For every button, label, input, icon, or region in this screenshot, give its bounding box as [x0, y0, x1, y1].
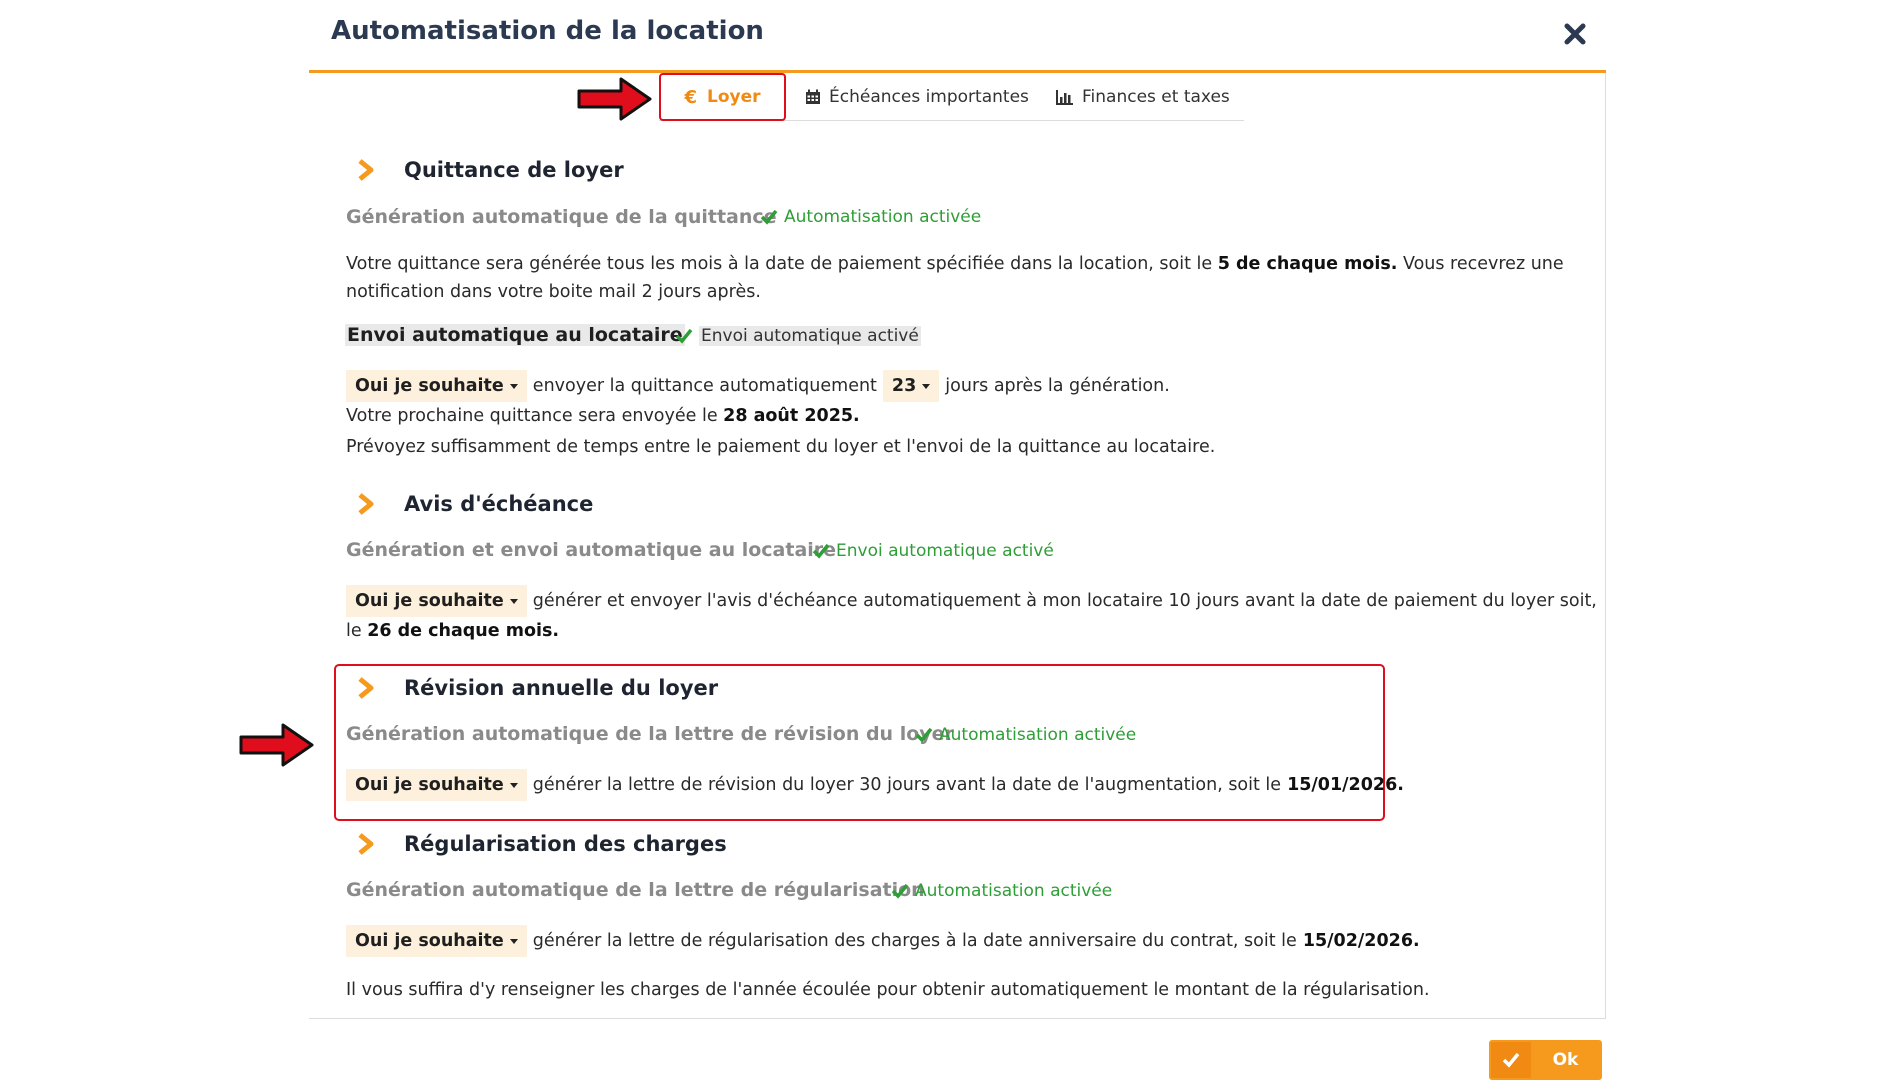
section-quittance-title[interactable] [356, 158, 624, 182]
tab-echeances-importantes[interactable] [805, 73, 1029, 120]
modal-title: Automatisation de la location [331, 16, 764, 46]
avis-status: Envoi automatique activé [812, 541, 1054, 561]
ok-button[interactable] [1489, 1040, 1602, 1080]
euro-icon: € [684, 86, 697, 108]
chevron-right-icon [356, 677, 376, 699]
bar-chart-icon [1056, 89, 1074, 105]
revision-status: Automatisation activée [915, 725, 1136, 745]
check-icon [812, 543, 830, 559]
caret-down-icon [510, 783, 518, 788]
tab-bar [659, 73, 1244, 121]
quittance-send-line: Oui je souhaite envoyer la quittance automatiquement 23 jours après la génération. [346, 370, 1176, 402]
check-icon [891, 883, 909, 899]
chevron-right-icon [356, 833, 376, 855]
section-regularisation-title[interactable] [356, 832, 727, 856]
tab-finances-label: Finances et taxes [1082, 86, 1230, 107]
quittance-status: Automatisation activée [760, 207, 981, 227]
check-icon [915, 727, 933, 743]
annotation-arrow-revision [239, 722, 315, 768]
check-icon [675, 328, 693, 344]
revision-subhead: Génération automatique de la lettre de révision du loyer [346, 723, 954, 745]
section-revision-label: Révision annuelle du loyer [404, 676, 719, 700]
caret-down-icon [510, 599, 518, 604]
close-icon [1555, 14, 1595, 54]
revision-date: 15/01/2026. [1287, 775, 1404, 795]
quittance-next-date: Votre prochaine quittance sera envoyée le 28 août 2025. [346, 406, 860, 426]
check-icon [760, 209, 778, 225]
annotation-arrow-tab [577, 76, 653, 122]
caret-down-icon [922, 384, 930, 389]
tab-echeances-label: Échéances importantes [829, 86, 1029, 107]
envoi-auto-status: Envoi automatique activé [675, 326, 921, 346]
section-regularisation-label: Régularisation des charges [404, 832, 727, 856]
section-avis-title[interactable] [356, 492, 593, 516]
quittance-send-dropdown[interactable]: Oui je souhaite [346, 370, 527, 402]
quittance-advice: Prévoyez suffisamment de temps entre le paiement du loyer et l'envoi de la quittance au locataire. [346, 437, 1216, 457]
regularisation-subhead: Génération automatique de la lettre de régularisation [346, 879, 925, 901]
content-border [1605, 73, 1606, 1018]
footer-divider [309, 1018, 1606, 1019]
caret-down-icon [510, 384, 518, 389]
quittance-subhead: Génération automatique de la quittance [346, 206, 777, 228]
ok-label: Ok [1552, 1050, 1579, 1070]
regularisation-note: Il vous suffira d'y renseigner les charges de l'année écoulée pour obtenir automatiquement le montant de la régularisation. [346, 980, 1430, 1000]
avis-dropdown[interactable]: Oui je souhaite [346, 585, 527, 617]
tab-loyer[interactable] [659, 73, 786, 121]
section-avis-label: Avis d'échéance [404, 492, 594, 516]
close-button[interactable] [1555, 14, 1595, 54]
regularisation-status: Automatisation activée [891, 881, 1112, 901]
avis-subhead: Génération et envoi automatique au locataire [346, 539, 837, 561]
revision-send-line: Oui je souhaite générer la lettre de révision du loyer 30 jours avant la date de l'augmentation, soit le 15/01/2026. [346, 769, 1404, 801]
chevron-right-icon [356, 493, 376, 515]
revision-dropdown[interactable]: Oui je souhaite [346, 769, 527, 801]
regularisation-dropdown[interactable]: Oui je souhaite [346, 925, 527, 957]
caret-down-icon [510, 939, 518, 944]
calendar-icon [805, 89, 821, 105]
regularisation-send-line: Oui je souhaite générer la lettre de régularisation des charges à la date anniversaire du contrat, soit le 15/02/2026. [346, 925, 1420, 957]
quittance-description: Votre quittance sera générée tous les mois à la date de paiement spécifiée dans la location, soit le 5 de chaque mois. Vous recevrez une notification dans votre boite mail 2 jours après. [346, 254, 1564, 302]
check-icon [1491, 1042, 1531, 1078]
section-revision-title[interactable] [356, 676, 718, 700]
avis-send-line: Oui je souhaite générer et envoyer l'avis d'échéance automatiquement à mon locataire 10 jours avant la date de paiement du loyer soit, [346, 585, 1603, 617]
avis-date-line: le 26 de chaque mois. [346, 621, 560, 641]
tab-finances-et-taxes[interactable] [1056, 73, 1230, 120]
days-dropdown[interactable]: 23 [883, 370, 939, 402]
section-quittance-label: Quittance de loyer [404, 158, 624, 182]
tab-loyer-label: Loyer [707, 87, 761, 107]
envoi-auto-label: Envoi automatique au locataire [347, 324, 683, 346]
regularisation-date: 15/02/2026. [1302, 931, 1420, 951]
chevron-right-icon [356, 159, 376, 181]
